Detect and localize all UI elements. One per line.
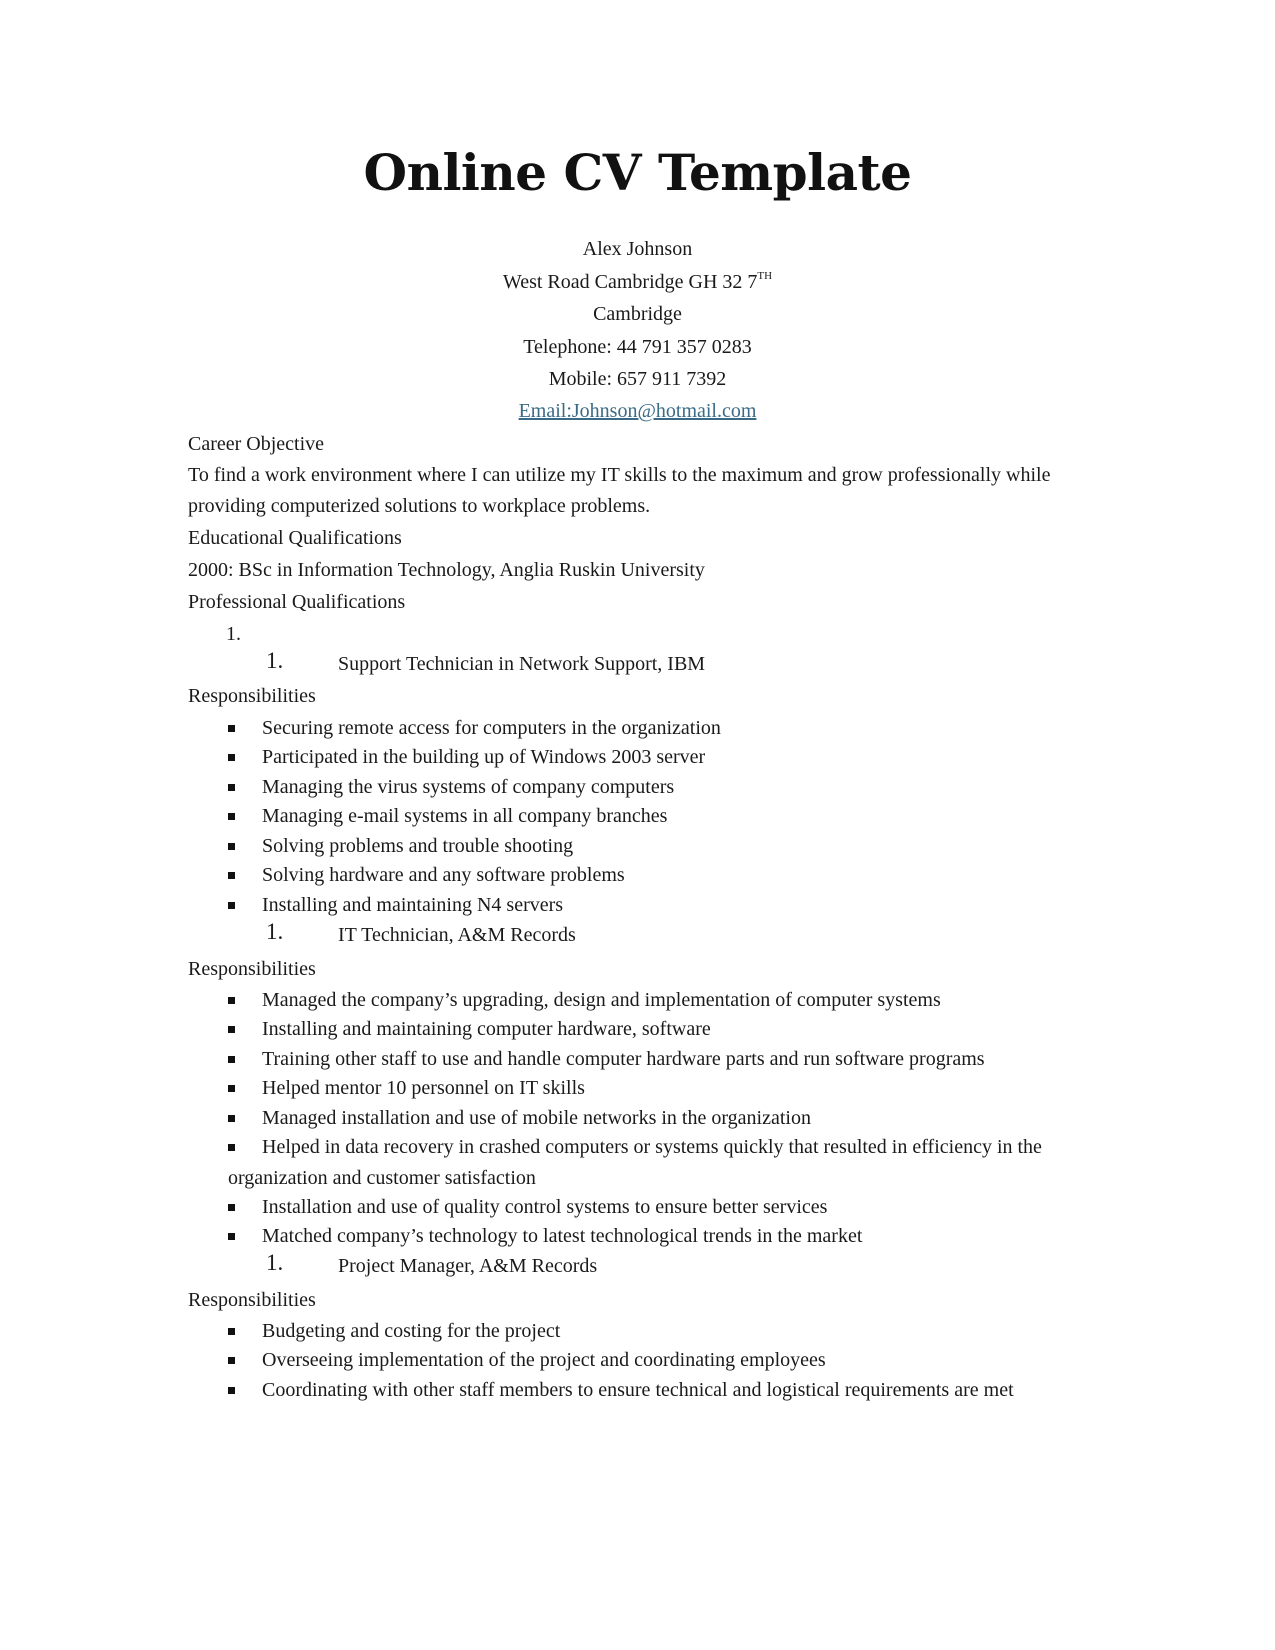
responsibilities-heading: Responsibilities bbox=[188, 685, 316, 707]
bullet-mark bbox=[228, 1144, 235, 1151]
bullet-mark bbox=[228, 813, 235, 820]
bullet-mark bbox=[228, 1115, 235, 1122]
contact-telephone: Telephone: 44 791 357 0283 bbox=[523, 336, 752, 358]
list-item: Helped in data recovery in crashed computers or systems quickly that resulted in efficiency in the organization and customer satisfaction bbox=[228, 1136, 1042, 1189]
list-item: Solving hardware and any software problems bbox=[228, 860, 1088, 891]
contact-name: Alex Johnson bbox=[582, 238, 693, 260]
bullet-mark bbox=[228, 997, 235, 1004]
bullet-mark bbox=[228, 784, 235, 791]
list-item: Securing remote access for computers in the organization bbox=[228, 713, 1088, 744]
education-item: 2000: BSc in Information Technology, Anglia Ruskin University bbox=[188, 559, 705, 581]
bullet-mark bbox=[228, 1204, 235, 1211]
bullet-mark bbox=[228, 1085, 235, 1092]
list-item: Budgeting and costing for the project bbox=[228, 1316, 1088, 1347]
list-item: Installing and maintaining N4 servers bbox=[228, 890, 1088, 921]
contact-city: Cambridge bbox=[593, 303, 682, 325]
job-number: 1. bbox=[266, 1250, 284, 1275]
bullet-mark bbox=[228, 1026, 235, 1033]
contact-address bbox=[0, 269, 1275, 295]
document-title: Online CV Template bbox=[363, 143, 912, 202]
career-objective-heading: Career Objective bbox=[188, 433, 325, 455]
bullet-mark bbox=[228, 1387, 235, 1394]
bullet-mark bbox=[228, 843, 235, 850]
bullet-mark bbox=[228, 872, 235, 879]
outer-list-number: 1. bbox=[226, 623, 241, 645]
bullet-mark bbox=[228, 725, 235, 732]
professional-heading: Professional Qualifications bbox=[188, 591, 406, 613]
contact-email-link[interactable]: Email:Johnson@hotmail.com bbox=[518, 400, 757, 422]
list-item: Matched company’s technology to latest technological trends in the market bbox=[228, 1221, 1088, 1252]
list-item: Managing the virus systems of company computers bbox=[228, 772, 1088, 803]
career-objective-text: To find a work environment where I can utilize my IT skills to the maximum and grow professionally while providing computerized solutions to workplace problems. bbox=[188, 464, 1051, 517]
responsibilities-heading: Responsibilities bbox=[188, 1289, 316, 1311]
job-title: Project Manager, A&M Records bbox=[338, 1255, 598, 1277]
list-item: Coordinating with other staff members to ensure technical and logistical requirements are met bbox=[228, 1375, 1088, 1406]
contact-mobile: Mobile: 657 911 7392 bbox=[548, 368, 727, 390]
list-item: Installing and maintaining computer hardware, software bbox=[228, 1014, 1088, 1045]
job-title: Support Technician in Network Support, IBM bbox=[338, 653, 706, 675]
contact-email-line bbox=[0, 398, 1275, 424]
job-title: IT Technician, A&M Records bbox=[338, 924, 576, 946]
bullet-mark bbox=[228, 1357, 235, 1364]
responsibilities-heading: Responsibilities bbox=[188, 958, 316, 980]
list-item: Installation and use of quality control systems to ensure better services bbox=[228, 1192, 1088, 1223]
bullet-mark bbox=[228, 1233, 235, 1240]
contact-address-text: West Road Cambridge GH 32 7 bbox=[502, 271, 758, 293]
list-item: Participated in the building up of Windows 2003 server bbox=[228, 742, 1088, 773]
education-heading: Educational Qualifications bbox=[188, 527, 402, 549]
bullet-mark bbox=[228, 1056, 235, 1063]
contact-address-sup: TH bbox=[757, 270, 773, 282]
list-item: Overseeing implementation of the project and coordinating employees bbox=[228, 1345, 1088, 1376]
job-number: 1. bbox=[266, 919, 284, 944]
bullet-mark bbox=[228, 902, 235, 909]
list-item: Training other staff to use and handle computer hardware parts and run software programs bbox=[228, 1044, 1088, 1075]
list-item: Managed the company’s upgrading, design and implementation of computer systems bbox=[228, 985, 1088, 1016]
list-item: Managing e-mail systems in all company branches bbox=[228, 801, 1088, 832]
bullet-mark bbox=[228, 1328, 235, 1335]
bullet-mark bbox=[228, 754, 235, 761]
list-item: Solving problems and trouble shooting bbox=[228, 831, 1088, 862]
job-number: 1. bbox=[266, 648, 284, 673]
list-item: Managed installation and use of mobile networks in the organization bbox=[228, 1103, 1088, 1134]
list-item: Helped mentor 10 personnel on IT skills bbox=[228, 1073, 1088, 1104]
